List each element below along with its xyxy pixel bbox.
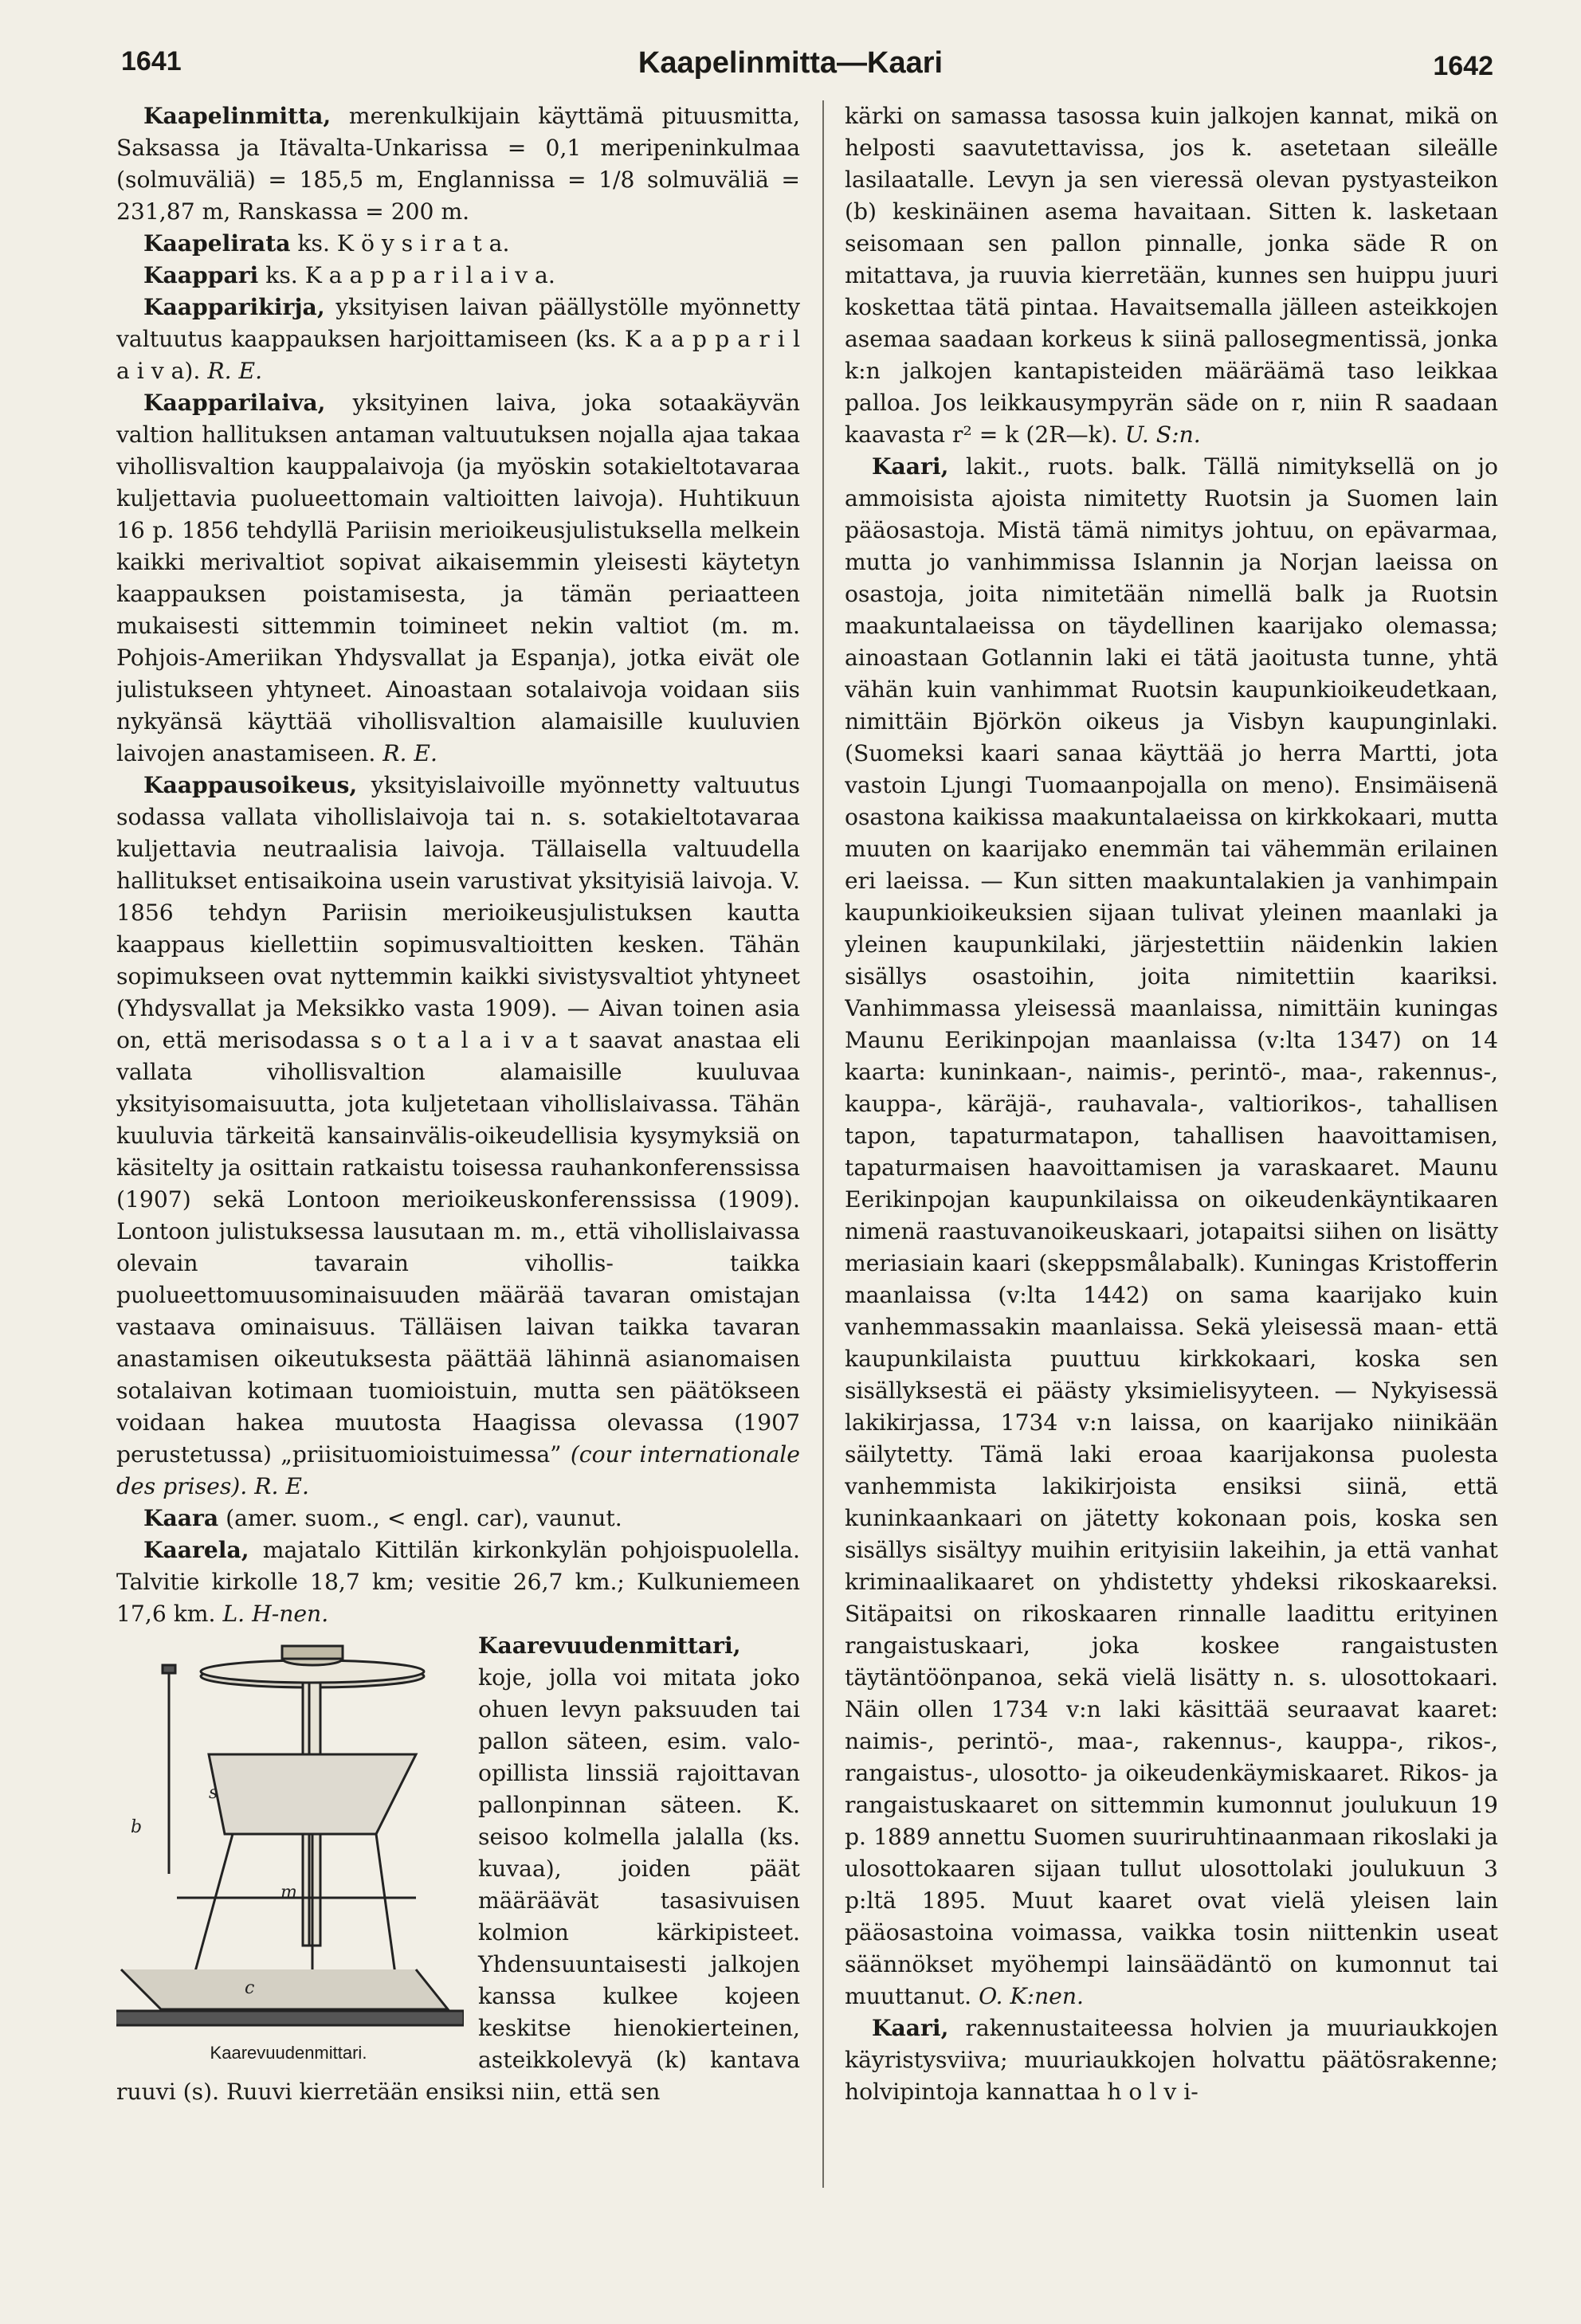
entry-text: lakit., ruots. balk. Tällä nimityksellä on jo ammoisista ajoista nimitetty Ruotsin ja Suomen lain pääosastoja. Mistä tämä nimitys johtuu, on epävarmaa, mutta jo vanhimmissa Islannin ja Norjan laeissa on osastoja, joita nimitetään nimellä balk ja Ruotsin maakuntalaeissa on täydellinen kaarijako olemassa; ainoastaan Gotlannin laki ei tätä jaoitusta tunne, yhtä vähän kuin vanhimmat Ruotsin kaupunkioikeudetkaan, nimittäin Björkön oikeus ja Visbyn kaupunginlaki. (Suomeksi kaari sanaa käyttää jo herra Martti, jota vastoin Ljungi Tuomaanpojalla on meno). Ensimäisenä osastona kaikissa maakuntalaeissa on kirkkokaari, mutta muuten on kaarijako enemmän tai vähemmän erilainen eri laeissa. — Kun sitten maakuntalakien ja vanhimpain kaupunkioikeuksien sijaan tulivat yleinen maanlaki ja yleinen kaupunkilaki, järjestettiin näidenkin lakien sisällys osastoihin, joita nimitettiin kaariksi. Vanhimmassa yleisessä maanlaissa, nimittäin kuningas Maunu Eerikinpojan maanlaissa (v:lta 1347) on 14 kaarta: kuninkaan-, naimis-, perintö-, maa-, rakennus-, kauppa-, käräjä-, rauhavala-, valtiorikos-, tahallisen tapon, tapaturmatapon, tahallisen haavoittamisen, tapaturmaisen haavoittamisen ja varaskaaret. Maunu Eerikinpojan kaupunkilaissa on oikeudenkäyntikaaren nimenä raastuvanoikeuskaari, jotapaitsi siihen on lisätty meriasiain kaari (skeppsmålabalk). Kuningas Kristofferin maanlaissa (v:lta 1442) on sama kaarijako kuin vanhemmassakin maanlaissa. Sekä yleisessä maan- että kaupunkilaista puuttuu kirkkokaari, koska sen sisällyksestä ei päästy yksimielisyyteen. — Nykyisessä lakikirjassa, 1734 v:n laissa, on kaarijako niinikään säilytetty. Tämä laki eroaa kaarijakonsa puolesta vanhemmista lakikirjoista ensiksi siinä, että kuninkaankaari on jätetty kokonaan pois, koska sen sisällys sisältyy muihin erityisiin lakeihin, ja että vanhat kriminaalikaaret on yhdistetty yhdeksi rikoskaareksi. Sitäpaitsi on rikoskaaren rinnalle laadittu erityinen rangaistuskaari, joka koskee rangaistusten täytäntöönpanoa, sekä vielä lisätty n. s. ulosottokaari. Näin ollen 1734 v:n laki käsittää seuraavat kaaret: naimis-, perintö-, maa-, rakennus-, kauppa-, rikos-, rangaistus-, ulosotto- ja oikeudenkäymiskaaret. Rikos- ja rangaistuskaaret on sittemmin kumonnut joulukuun 19 p. 1889 annettu Suomen suuriruhtinaanmaan rikoslaki ja ulosottokaaren sijaan tullut ulosottolaki joulukuun 3 p:ltä 1895. Muut kaaret ovat vielä yleisen lain pääosastoina voimassa, vaikka tosin niittenkin useat säännökset myöhempi lainsäädäntö on kumonnut tai muuttanut. — [845, 453, 1498, 2009]
headword: Kaapparikirja, — [143, 294, 325, 320]
entry-text: yksityisen laivan päällystölle myönnetty valtuutus kaappauksen harjoittamiseen (ks. K a a p p a r i l a i v a). — [116, 294, 800, 384]
page-number-left: 1641 — [121, 46, 182, 76]
right-column — [845, 100, 1498, 2299]
entry-text: yksityislaivoille myönnetty valtuutus sodassa vallata vihollislaivoja tai n. s. sotakieltotavaraa kuljettavia neutraalisia laivoja. Tällaisella valtuudella hallitukset entisaikoina usein varustivat yksityisiä laivoja. V. 1856 tehdyn Pariisin merioikeusjulistuksen kautta kaappaus kiellettiin sopimusvaltioitten kesken. Tähän sopimukseen ovat nyttemmin kaikki sivistysvaltiot yhtyneet (Yhdysvallat ja Meksikko vasta 1909). — Aivan toinen asia on, että merisodassa s o t a l a i v a t saavat anastaa eli vallata vihollisvaltion alamaisille kuuluvaa yksityisomaisuutta, jota kuljetetaan vihollislaivassa. Tähän kuuluvia tärkeitä kansainvälis-oikeudellisia kysymyksiä on käsitelty ja osittain ratkaistu toisessa rauhankonferenssissa (1907) sekä Lontoon merioikeuskonferenssissa (1909). Lontoon julistuksessa lausutaan m. m., että vihollislaivassa olevain tavarain vihollis- taikka puolueettomuusominaisuuden määrää tavaran omistajan vastaava ominaisuus. Tälläisen laivan taikka tavaran anastamisen oikeutuksesta päättää lähinnä asianomaisen sotalaivan kotimaan tuomioistuin, mutta sen päätökseen voidaan hakea muutosta Haagissa olevassa (1907 perustetussa) „priisituomioistuimessa” — [116, 772, 800, 1468]
label-c: c — [245, 1978, 255, 1998]
entry-text: koje, jolla voi mitata joko ohuen levyn paksuuden tai pallon säteen, esim. valo-opillista linssiä rajoittavan pallonpinnan säteen. K. seisoo kolmella jalalla (ks. kuvaa), joiden päät määräävät tasasivuisen kolmion kärkipisteet. Yhdensuuntaisesti jalkojen kanssa kulkee kojeen keskitse hienokierteinen, asteikkolevyä (k) kantava ruuvi (s). Ruuvi kierretään ensiksi niin, että sen — [116, 1664, 800, 2105]
figure-caption: Kaarevuudenmittari. — [210, 2043, 367, 2063]
headword: Kaapelirata — [143, 230, 291, 257]
entry-kaari-law — [845, 451, 1498, 2012]
entry-text: (amer. suom., < engl. car), vaunut. — [218, 1505, 622, 1531]
entry-kaappari — [116, 260, 800, 292]
entry-text: merenkulkijain käyttämä pituusmitta, Saksassa ja Itävalta-Unkarissa = 0,1 meripeninkulmaa (solmuväliä) = 185,5 m, Englannissa = 1/8 solmuväliä = 231,87 m, Ranskassa = 200 m. — [116, 103, 800, 225]
headword: Kaapparilaiva, — [143, 390, 326, 416]
label-s: s — [209, 1783, 218, 1803]
entry-kaapelinmitta — [116, 100, 800, 228]
entry-text: rakennustaiteessa holvien ja muuriaukkojen käyristysviiva; muuriaukkojen holvattu päätösrakenne; holvipintoja kannattaa h o l v i- — [845, 2015, 1498, 2105]
spherometer-figure — [116, 1635, 464, 2063]
headword: Kaarela, — [143, 1537, 249, 1563]
author-initials: O. K:nen. — [979, 1983, 1084, 2009]
headword: Kaari, — [872, 453, 949, 480]
headword: Kaari, — [872, 2015, 949, 2041]
headword: Kaarevuudenmittari, — [478, 1632, 741, 1659]
headword: Kaara — [143, 1505, 219, 1531]
entry-kaapparilaiva — [116, 387, 800, 770]
label-m: m — [280, 1883, 297, 1903]
left-column — [116, 100, 800, 2299]
page-header — [0, 46, 1581, 86]
headword: Kaappari — [143, 262, 259, 288]
entry-kaari-architecture — [845, 2012, 1498, 2108]
running-title: Kaapelinmitta—Kaari — [638, 46, 944, 80]
entry-kaara — [116, 1503, 800, 1534]
entry-kaapparikirja — [116, 292, 800, 387]
entry-text: majatalo Kittilän kirkonkylän pohjoispuolella. Talvitie kirkolle 18,7 km; vesitie 26,7 km.; Kulkuniemeen 17,6 km. — [116, 1537, 800, 1627]
label-b: b — [131, 1817, 143, 1837]
page-number-right: 1642 — [1433, 51, 1493, 81]
entry-kaappausoikeus — [116, 770, 800, 1503]
column-divider — [822, 100, 824, 2188]
entry-text: kärki on samassa tasossa kuin jalkojen kannat, mikä on helposti saavutettavissa, jos k. asetetaan sileälle lasilaatalle. Levyn ja sen vieressä olevan pystyasteikon (b) keskinäinen asema havaitaan. Sitten k. lasketaan seisomaan sen pallon pinnalle, jonka säde R on mitattava, ja ruuvia kierretään, kunnes sen huippu juuri koskettaa tätä pintaa. Havaitsemalla jälleen asteikkojen asemaa saadaan korkeus k siinä pallosegmentissä, jonka k:n jalkojen kantapisteiden määräämä taso leikkaa palloa. Jos leikkausympyrän säde on r, niin R saadaan kaavasta r² = k (2R—k). — [845, 103, 1498, 448]
author-initials: R. E. — [207, 358, 263, 384]
entry-text: ks. K ö y s i r a t a. — [290, 230, 510, 257]
author-initials: U. S:n. — [1124, 421, 1201, 448]
author-initials: L. H-nen. — [222, 1601, 329, 1627]
entry-continuation — [845, 100, 1498, 451]
headword: Kaappausoikeus, — [143, 772, 358, 798]
spherometer-illustration — [116, 1635, 464, 2037]
entry-text: ks. K a a p p a r i l a i v a. — [258, 262, 555, 288]
author-initials: R. E. — [254, 1473, 309, 1499]
french-term: (cour internationale des prises). — [116, 1441, 800, 1499]
headword: Kaapelinmitta, — [143, 103, 332, 129]
entry-text: yksityinen laiva, joka sotaakäyvän valtion hallituksen antaman valtuutuksen nojalla ajaa takaa vihollisvaltion kauppalaivoja (ja myöskin sotakieltotavaraa kuljettavia puolueettomain valtioitten laivoja). Huhtikuun 16 p. 1856 tehdyllä Pariisin merioikeusjulistuksella melkein kaikki merivaltiot sopivat aikaisemmin yleisesti käytetyn kaappauksen poistamisesta, ja tämän periaatteen mukaisesti sittemmin toimineet nekin valtiot (m. m. Pohjois-Ameriikan Yhdysvallat ja Espanja), jotka eivät ole julistukseen yhtyneet. Ainoastaan sotalaivoja voidaan siis nykyänsä käyttää vihollisvaltion alamaisille kuuluvien laivojen anastamiseen. — [116, 390, 800, 766]
author-initials: R. E. — [382, 740, 437, 766]
entry-kaapelirata — [116, 228, 800, 260]
entry-kaarela — [116, 1534, 800, 1630]
